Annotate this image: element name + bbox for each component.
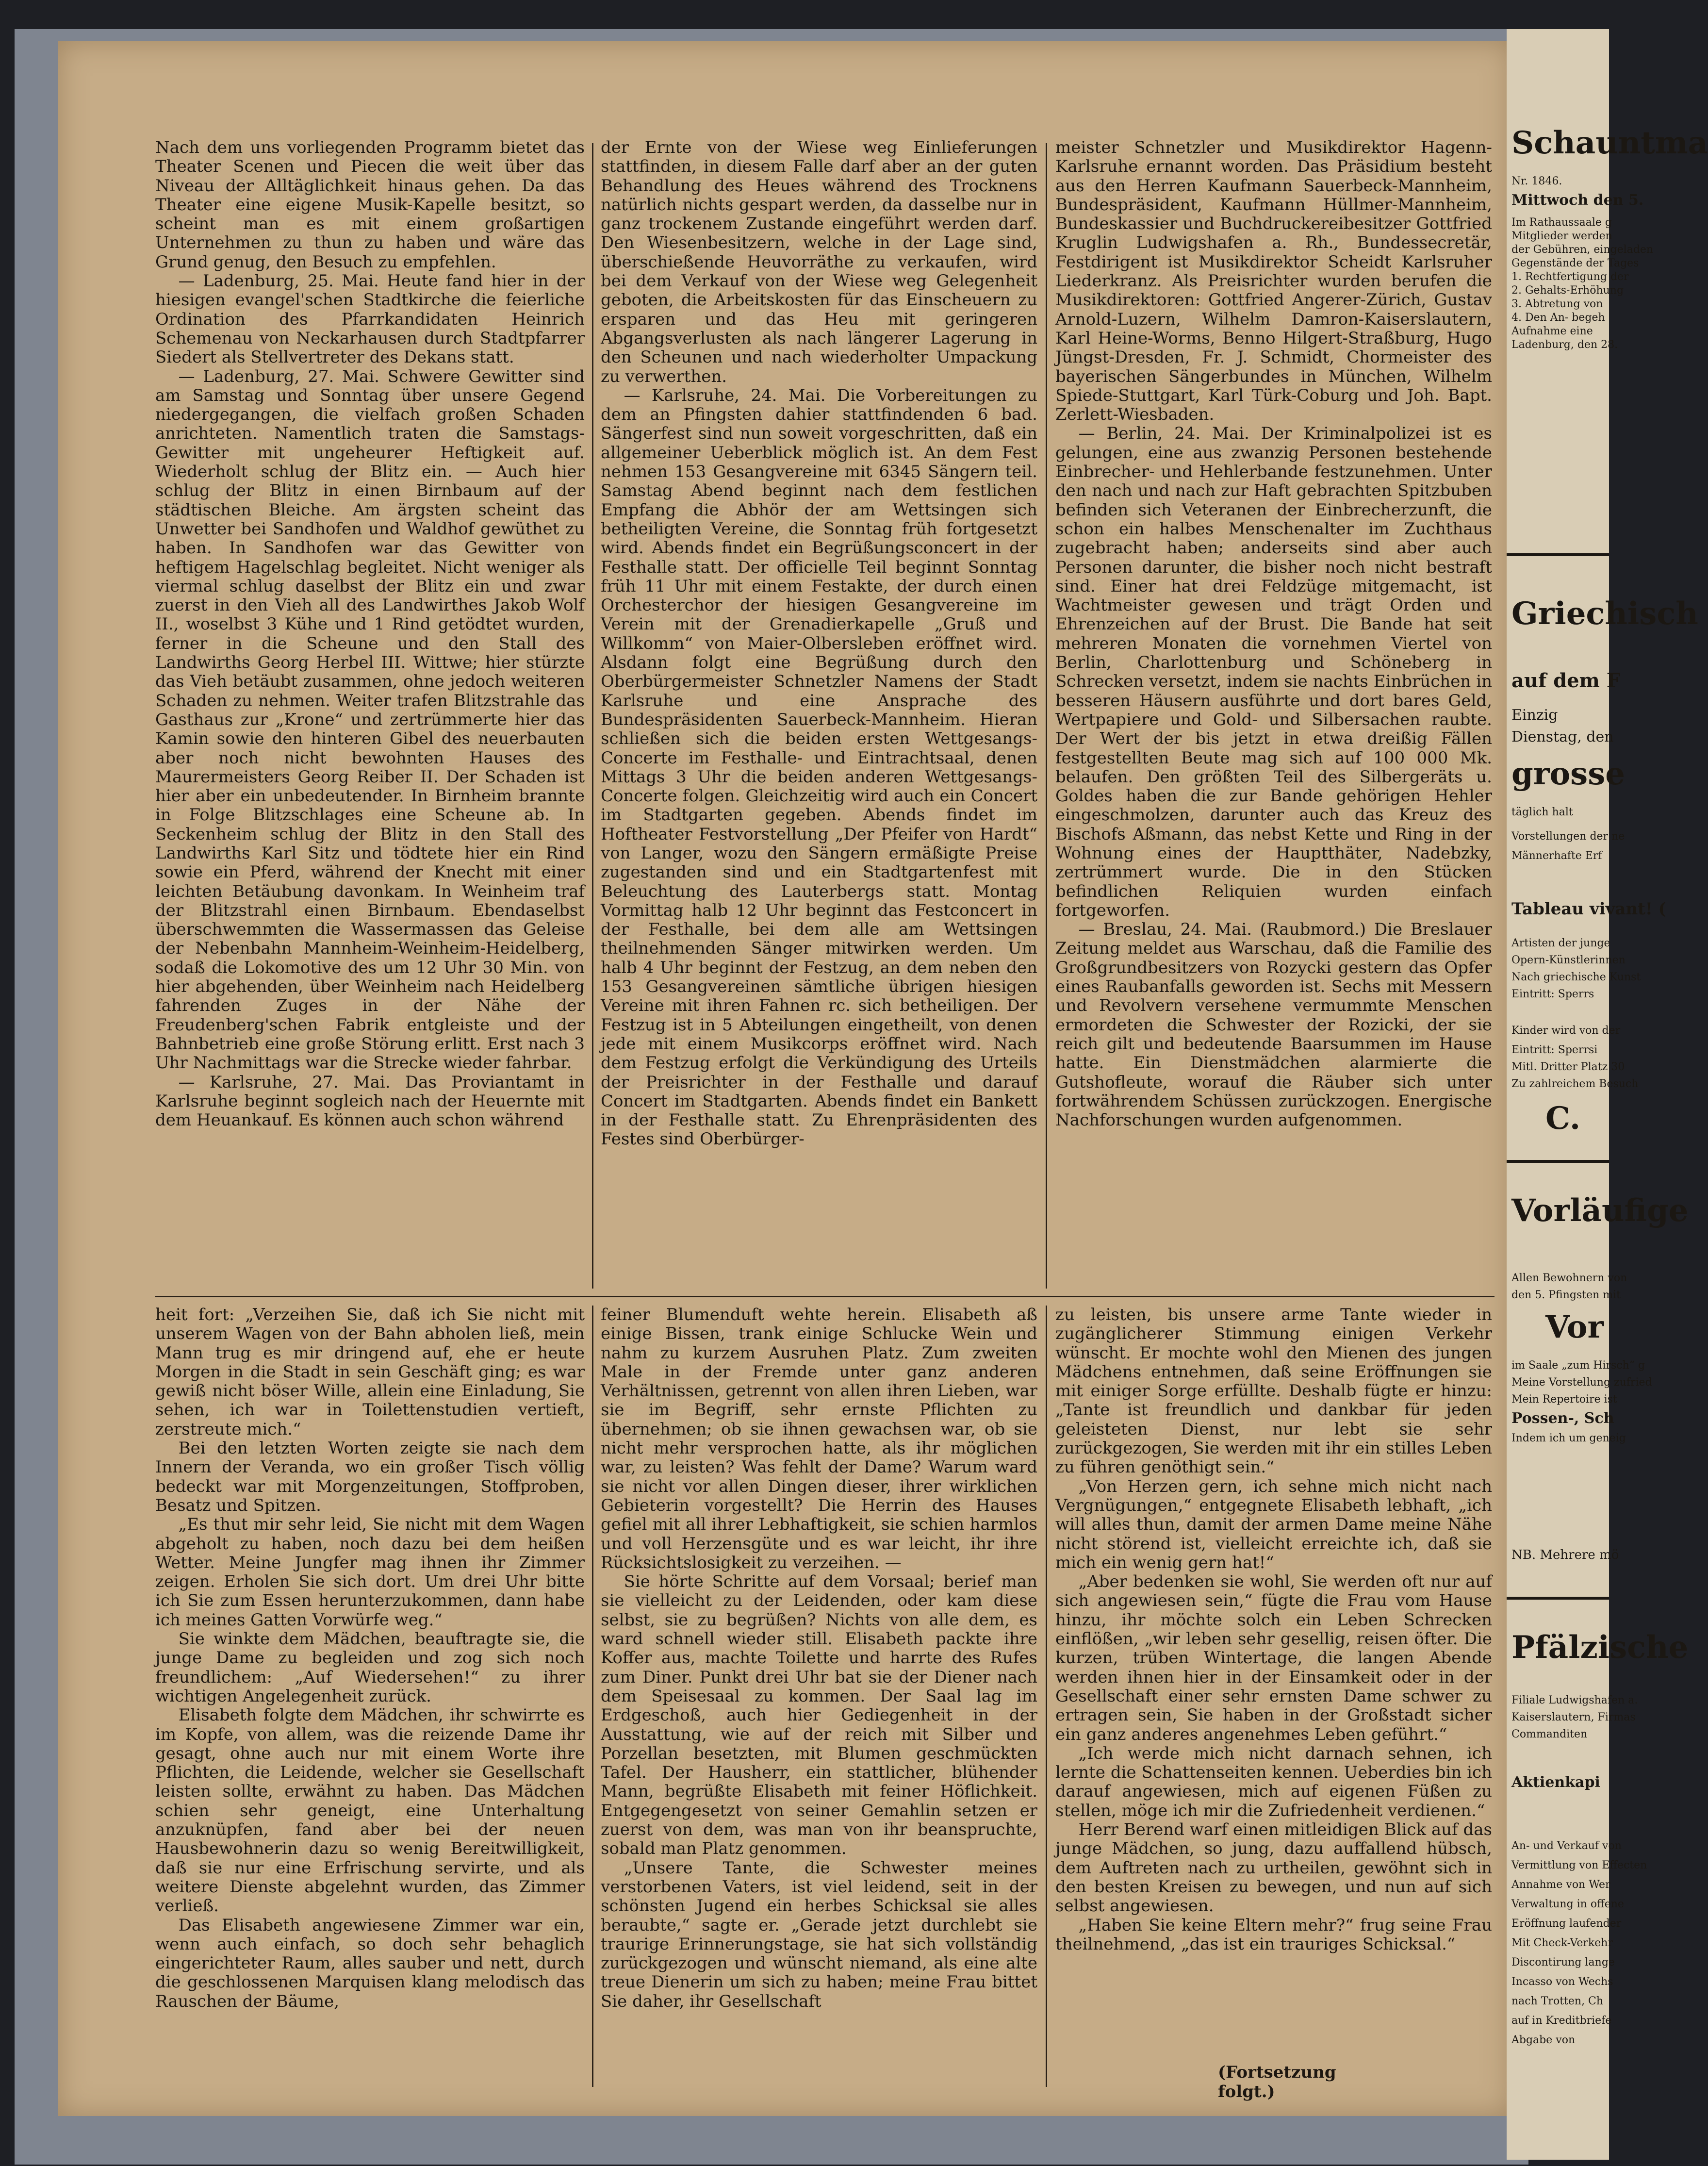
- ad-line: Artisten der junge: [1511, 937, 1610, 949]
- ad-line: Annahme von Wer: [1511, 1879, 1610, 1891]
- paragraph: „Ich werde mich nicht darnach sehnen, ich lernte die Schattenseiten kennen. Ueberdies bin ich darauf angewiesen, mich auf eigenen Füßen zu stellen, möge ich mir die Zufriedenheit verdienen.“: [1055, 1743, 1492, 1820]
- ad-line: täglich halt: [1511, 806, 1573, 818]
- newspaper-page: [58, 41, 1511, 2116]
- top-column-3: [1055, 138, 1492, 1289]
- ad-line: An- und Verkauf von: [1511, 1840, 1622, 1852]
- story-column-2: [601, 1306, 1037, 2092]
- top-column-2: [601, 138, 1037, 1289]
- notice-line: 1. Rechtfertigung der: [1511, 271, 1629, 283]
- paragraph: Elisabeth folgte dem Mädchen, ihr schwirrte es im Kopfe, von allem, was die reizende Dame ihr gesagt, ohne auch nur mit einem Worte ihre Pflichten, die Leidende, welcher sie Gesellschaft leisten sollte, erwähnt zu haben. Das Mädchen schien sehr geneigt, eine Unterhaltung anzuknüpfen, fand aber bei der neuen Hausbewohnerin dazu so wenig Bereitwilligkeit, daß sie nur eine Erfrischung servirte, und als weitere Dienste abgelehnt wurden, das Zimmer verließ.: [155, 1705, 585, 1916]
- ad-line: im Saale „zum Hirsch“ g: [1511, 1359, 1645, 1372]
- ad-rule: [1507, 1597, 1609, 1600]
- ad-line: Allen Bewohnern von: [1511, 1272, 1627, 1284]
- masthead: Schauntma: [1511, 125, 1708, 161]
- ad-rule: [1507, 553, 1609, 556]
- paragraph: — Ladenburg, 27. Mai. Schwere Gewitter sind am Samstag und Sonntag über unsere Gegend niedergegangen, die vielfach großen Schaden anrichteten. Namentlich traten die Samstags-Gewitter mit ungeheurer Heftigkeit auf. Wiederholt schlug der Blitz ein. — Auch hier schlug der Blitz in einen Birnbaum auf der städtischen Bleiche. Am ärgsten scheint das Unwetter bei Sandhofen und Waldhof gewüthet zu haben. In Sandhofen war das Gewitter von heftigem Hagelschlag begleitet. Nicht weniger als viermal schlug daselbst der Blitz ein und zwar zuerst in den Vieh all des Landwirthes Jakob Wolf II., woselbst 3 Kühe und 1 Rind getödtet wurden, ferner in die Scheune und den Stall des Landwirths Georg Herbel III. Wittwe; hier stürzte das Vieh betäubt zusammen, ohne jedoch weiteren Schaden zu nehmen. Weiter trafen Blitzstrahle das Gasthaus zur „Krone“ und zertrümmerte hier das Kamin sowie den hinteren Gibel des neuerbauten aber noch nicht bewohnten Hauses des Maurermeisters Georg Reiber II. Der Schaden ist hier aber ein unbedeutender. In Birnheim brannte in Folge Blitzschlages eine Scheune ab. In Seckenheim schlug der Blitz in den Stall des Landwirths Karl Sitz und tödtete hier ein Rind sowie ein Pferd, während der Knecht mit einer leichten Betäubung davonkam. In Weinheim traf der Blitzstrahl einen Birnbaum. Ebendaselbst überschwemmten die Wassermassen das Geleise der Nebenbahn Mannheim-Weinheim-Heidelberg, sodaß die Lokomotive des um 12 Uhr 30 Min. von hier abgehenden, über Weinheim nach Heidelberg fahrenden Zuges in der Nähe der Freudenberg'schen Fabrik entgleiste und der Bahnbetrieb eine große Störung erlitt. Erst nach 3 Uhr Nachmittags war die Strecke wieder fahrbar.: [155, 366, 585, 1073]
- weekday: Mittwoch den 5.: [1511, 192, 1644, 209]
- notice-line: 4. Den An- begeh: [1511, 312, 1605, 324]
- paragraph: „Unsere Tante, die Schwester meines verstorbenen Vaters, ist viel leidend, seit in der schönsten Jugend ein herbes Schicksal sie alles beraubte,“ sagte er. „Gerade jetzt durchlebt sie traurige Erinnerungstage, sie hat sich vollständig zurückgezogen und wünscht niemand, als eine alte treue Dienerin um sich zu haben; meine Frau bittet Sie daher, ihr Gesellschaft: [601, 1858, 1037, 2011]
- column-rule: [592, 143, 593, 1289]
- ad-headline: grosse: [1511, 756, 1625, 792]
- paragraph: — Breslau, 24. Mai. (Raubmord.) Die Breslauer Zeitung meldet aus Warschau, daß die Familie des Großgrundbesitzers von Rozycki gestern das Opfer eines Raubanfalls geworden ist. Sechs mit Messern und Revolvern versehene vermummte Menschen ermordeten die Schwester der Rozicki, der sie reich gilt und bedeutende Baarsummen im Hause hatte. Ein Dienstmädchen alarmierte die Gutshofleute, worauf die Räuber sich unter fortwährendem Schüssen zurückzogen. Energische Nachforschungen wurden aufgenommen.: [1055, 920, 1492, 1130]
- ad-line: Incasso von Wechs: [1511, 1976, 1613, 1988]
- paragraph: — Karlsruhe, 27. Mai. Das Proviantamt in Karlsruhe beginnt sogleich nach der Heuernte mit dem Heuankauf. Es können auch schon während: [155, 1072, 585, 1130]
- ad-line: Commanditen: [1511, 1728, 1588, 1740]
- ad-line: Abgabe von: [1511, 2034, 1576, 2046]
- paragraph: Nach dem uns vorliegenden Programm bietet das Theater Scenen und Piecen die weit über das Niveau der Alltäglichkeit hinaus gehen. Da das Theater eine eigene Musik-Kapelle besitzt, so scheint man es mit einem großartigen Unternehmen zu thun zu haben und wäre das Grund genug, den Besuch zu empfehlen.: [155, 138, 585, 272]
- ad-line: Männerhafte Erf: [1511, 850, 1602, 862]
- paragraph: „Aber bedenken sie wohl, Sie werden oft nur auf sich angewiesen sein,“ fügte die Frau vom Hause hinzu, ihr möchte solch ein Leben Schrecken einflößen, „wir leben sehr gesellig, reisen öfter. Die kurzen, trüben Wintertage, die langen Abende werden ihnen hier in der Einsamkeit oder in der Gesellschaft einer sehr ernsten Dame schwer zu ertragen sein, Sie haben in der Großstadt sicher ein ganz anderes angenehmes Leben geführt.“: [1055, 1572, 1492, 1744]
- paragraph: „Haben Sie keine Eltern mehr?“ frug seine Frau theilnehmend, „das ist ein trauriges Schicksal.“: [1055, 1915, 1492, 1954]
- paragraph: Bei den letzten Worten zeigte sie nach dem Innern der Veranda, wo ein großer Tisch völlig bedeckt war mit Morgenzeitungen, Stoffproben, Besatz und Spitzen.: [155, 1438, 585, 1515]
- paragraph: Sie winkte dem Mädchen, beauftragte sie, die junge Dame zu begleiden und zog sich noch freundlichem: „Auf Wiedersehen!“ zu ihrer wichtigen Angelegenheit zurück.: [155, 1629, 585, 1706]
- ad-line: Discontirung lange: [1511, 1956, 1615, 1968]
- ad-title: Griechisch: [1511, 595, 1698, 632]
- issue-number: Nr. 1846.: [1511, 175, 1562, 187]
- top-column-1: [155, 138, 585, 1289]
- paragraph: meister Schnetzler und Musikdirektor Hagenn-Karlsruhe ernannt worden. Das Präsidium besteht aus den Herren Kaufmann Sauerbeck-Mannheim, Bundespräsident, Kaufmann Hüllmer-Mannheim, Bundeskassier und Buchdruckereibesitzer Gottfried Kruglin Ludwigshafen a. Rh., Bundessecretär, Festdirigent ist Musikdirektor Scheidt Karlsruher Liederkranz. Als Preisrichter wurden berufen die Musikdirektoren: Gottfried Angerer-Zürich, Gustav Arnold-Luzern, Wilhelm Damron-Kaiserslautern, Karl Heine-Worms, Benno Hilgert-Straßburg, Hugo Jüngst-Dresden, Fr. J. Schmidt, Chormeister des bayerischen Sängerbundes in München, Wilhelm Spiede-Stuttgart, Karl Türk-Coburg und Joh. Bapt. Zerlett-Wiesbaden.: [1055, 138, 1492, 425]
- continuation-note: (Fortsetzung folgt.): [1218, 2063, 1336, 2101]
- ad-title: Pfälzische: [1511, 1629, 1689, 1666]
- paragraph: — Berlin, 24. Mai. Der Kriminalpolizei ist es gelungen, eine aus zwanzig Personen bestehende Einbrecher- und Hehlerbande festzunehmen. Unter den nach und nach zur Haft gebrachten Spitzbuben befinden sich Veteranen der Einbrecherzunft, die schon ein halbes Menschenalter im Zuchthaus zugebracht haben; anderseits sind aber auch Personen darunter, die bisher noch nicht bestraft sind. Einer hat drei Feldzüge mitgemacht, ist Wachtmeister gewesen und trägt Orden und Ehrenzeichen auf der Brust. Die Bande hat seit mehreren Monaten die vornehmen Viertel von Berlin, Charlottenburg und Schöneberg in Schrecken versetzt, indem sie nachts Einbrüchen in besseren Häusern ausführte und dort bares Geld, Wertpapiere und Gold- und Silbersachen raubte. Der Wert der bis jetzt in etwa dreißig Fällen festgestellten Beute mag sich auf 100 000 Mk. belaufen. Den größten Teil des Silbergeräts u. Goldes haben die zur Bande gehörigen Hehler eingeschmolzen, darunter auch das Kreuz des Bischofs Aßmann, das nebst Kette und Ring in der Wohnung eines der Hauptthäter, Nadebzky, zertrümmert wurde. Die in den Stücken befindlichen Reliquien wurden einfach fortgeworfen.: [1055, 424, 1492, 920]
- ad-line: Mit Check-Verkehr: [1511, 1937, 1613, 1949]
- ad-line: Kaiserslautern, Firmas: [1511, 1711, 1636, 1723]
- paragraph: Herr Berend warf einen mitleidigen Blick auf das junge Mädchen, so jung, dazu auffallend hübsch, dem Auftreten nach zu urtheilen, gewöhnt sich in den besten Kreisen zu bewegen, und nun auf sich selbst angewiesen.: [1055, 1820, 1492, 1916]
- paragraph: zu leisten, bis unsere arme Tante wieder in zugänglicherer Stimmung einigen Verkehr wünscht. Er mochte wohl den Mienen des jungen Mädchens entnehmen, daß seine Eröffnungen sie mit einiger Sorge erfüllte. Deshalb fügte er hinzu: „Tante ist freundlich und dankbar für jeden geleisteten Dienst, nur lebt sie sehr zurückgezogen, Sie werden mit ihr ein stilles Leben zu führen genöthigt sein.“: [1055, 1305, 1492, 1477]
- ad-line: auf dem F: [1511, 669, 1621, 692]
- paragraph: „Es thut mir sehr leid, Sie nicht mit dem Wagen abgeholt zu haben, noch dazu bei dem heißen Wetter. Meine Jungfer mag ihnen ihr Zimmer zeigen. Erholen Sie sich dort. Um drei Uhr bitte ich Sie zum Essen herunterzukommen, dann habe ich meines Gatten Vorwürfe weg.“: [155, 1515, 585, 1630]
- ad-line: Vorstellungen der ne: [1511, 830, 1625, 843]
- notice-line: Mitglieder werden: [1511, 230, 1612, 242]
- ad-line: Eintritt: Sperrs: [1511, 988, 1594, 1000]
- ad-title: Vorläufige: [1511, 1192, 1689, 1229]
- paragraph: — Ladenburg, 25. Mai. Heute fand hier in der hiesigen evangel'schen Stadtkirche die feierliche Ordination des Pfarrkandidaten Heinrich Schemenau von Neckarhausen durch Stadtpfarrer Siedert als Stellvertreter des Dekans statt.: [155, 271, 585, 367]
- ad-line: Nach griechische Kunst: [1511, 971, 1641, 983]
- story-column-3: [1055, 1306, 1492, 2048]
- ad-line: auf in Kreditbriefe: [1511, 2015, 1612, 2027]
- section-rule: [155, 1296, 1494, 1297]
- ad-line: Indem ich um geneig: [1511, 1432, 1626, 1444]
- ad-line: nach Trotten, Ch: [1511, 1995, 1604, 2007]
- ad-line: Tableau vivant! (: [1511, 899, 1666, 919]
- ad-line: Zu zahlreichem Besuch: [1511, 1078, 1639, 1090]
- notice-line: Gegenstände der Tages: [1511, 257, 1639, 269]
- ad-line: Filiale Ludwigshafen a.: [1511, 1694, 1638, 1706]
- neighbor-page: [1507, 29, 1708, 2160]
- column-rule: [1046, 143, 1047, 1289]
- ad-headline: Vor: [1545, 1309, 1604, 1345]
- paragraph: Sie hörte Schritte auf dem Vorsaal; berief man sie vielleicht zu der Leidenden, oder kam diese selbst, sie zu begrüßen? Nichts von alle dem, es ward schnell wieder still. Elisabeth packte ihre Koffer aus, machte Toilette und harrte des Rufes zum Diner. Punkt drei Uhr bat sie der Diener nach dem Speisesaal zu kommen. Der Saal lag im Erdgeschoß, auch hier Gediegenheit in der Ausstattung, wie auf der reich mit Silber und Porzellan besetzten, mit Blumen geschmückten Tafel. Der Hausherr, ein stattlicher, blühender Mann, begrüßte Elisabeth mit feiner Höflichkeit. Entgegengesetzt von seiner Gemahlin setzen er zuerst von dem, was man von ihr beanspruchte, sobald man Platz genommen.: [601, 1572, 1037, 1859]
- ad-rule: [1507, 1160, 1609, 1163]
- ad-line: Mein Repertoire ist: [1511, 1393, 1617, 1405]
- paragraph: heit fort: „Verzeihen Sie, daß ich Sie nicht mit unserem Wagen von der Bahn abholen ließ, mein Mann trug es mir dringend auf, ehe er heute Morgen in die Stadt in sein Geschäft ging; es war gewiß nicht böser Wille, allein eine Einladung, Sie sehen, ich war in Toilettenstudien vertieft, zerstreute mich.“: [155, 1305, 585, 1439]
- paragraph: feiner Blumenduft wehte herein. Elisabeth aß einige Bissen, trank einige Schlucke Wein und nahm zu kurzem Ausruhen Platz. Zum zweiten Male in der Fremde unter ganz anderen Verhältnissen, getrennt von allen ihren Lieben, war sie im Begriff, sehr ernste Pflichten zu übernehmen; ob sie ihnen gewachsen war, ob sie nicht mehr versprochen hatte, als ihr möglichen war, zu leisten? Was fehlt der Dame? Warum ward sie nicht vor allen Dingen dieser, ihrer wirklichen Gebieterin vorgestellt? Die Herrin des Hauses gefiel mit all ihrer Lebhaftigkeit, sie schien harmlos und voll Herzensgüte und es war leicht, ihr ihre Rücksichtslosigkeit zu verzeihen. —: [601, 1305, 1037, 1572]
- notice-line: der Gebühren, eingeladen: [1511, 244, 1654, 256]
- column-rule: [1046, 1306, 1047, 2087]
- ad-line: Possen-, Sch: [1511, 1410, 1614, 1427]
- paragraph: Das Elisabeth angewiesene Zimmer war ein, wenn auch einfach, so doch sehr behaglich eingerichteter Raum, alles sauber und nett, durch die geschlossenen Marquisen klang melodisch das Rauschen der Bäume,: [155, 1915, 585, 2011]
- ad-line: Meine Vorstellung zufried: [1511, 1376, 1652, 1389]
- ad-signature: C.: [1545, 1100, 1581, 1137]
- ad-line: Vermittlung von Effecten: [1511, 1859, 1647, 1871]
- story-column-1: [155, 1306, 585, 2092]
- ad-line: Verwaltung in offene: [1511, 1898, 1624, 1910]
- ad-subtitle: Aktienkapi: [1511, 1774, 1600, 1791]
- ad-line: Dienstag, den: [1511, 728, 1614, 745]
- ad-line: Kinder wird von der: [1511, 1025, 1621, 1037]
- ad-line: Einzig: [1511, 707, 1558, 724]
- column-rule: [592, 1306, 593, 2087]
- ad-line: Eröffnung laufender: [1511, 1918, 1622, 1930]
- notice-line: Im Rathaussaale g: [1511, 216, 1612, 229]
- notice-line: Ladenburg, den 28.: [1511, 339, 1618, 351]
- ad-line: den 5. Pfingsten mit: [1511, 1289, 1621, 1301]
- paragraph: der Ernte von der Wiese weg Einlieferungen stattfinden, in diesem Falle darf aber an der guten Behandlung des Heues während des Trocknens natürlich nichts gespart werden, da dasselbe nur in ganz trockenem Zustande eingeführt werden darf. Den Wiesenbesitzern, welche in der Lage sind, überschießende Heuvorräthe zu verkaufen, wird bei dem Verkauf von der Wiese weg Gelegenheit geboten, die Arbeitskosten für das Einscheuern zu ersparen und das Heu mit geringeren Abgangsverlusten als nach längerer Lagerung in den Scheunen und nach wiederholter Umpackung zu verwerthen.: [601, 138, 1037, 386]
- ad-line: Opern-Künstlerinnen: [1511, 954, 1626, 966]
- notice-line: 3. Abtretung von: [1511, 298, 1603, 310]
- notice-line: Aufnahme eine: [1511, 325, 1593, 337]
- ad-footnote: NB. Mehrere mö: [1511, 1548, 1619, 1562]
- notice-line: 2. Gehalts-Erhöhung: [1511, 284, 1624, 297]
- paragraph: „Von Herzen gern, ich sehne mich nicht nach Vergnügungen,“ entgegnete Elisabeth lebhaft, „ich will alles thun, damit der armen Dame meine Nähe nicht störend ist, vielleicht erreichte ich, daß sie mich ein wenig gern hat!“: [1055, 1476, 1492, 1572]
- ad-line: Eintritt: Sperrsi: [1511, 1044, 1598, 1056]
- paragraph: — Karlsruhe, 24. Mai. Die Vorbereitungen zu dem an Pfingsten dahier stattfindenden 6 bad. Sängerfest sind nun soweit vorgeschritten, daß ein allgemeiner Ueberblick möglich ist. An dem Fest nehmen 153 Gesangvereine mit 6345 Sängern teil. Samstag Abend beginnt nach dem festlichen Empfang die Abhör der am Wettsingen sich betheiligten Vereine, die Sonntag früh fortgesetzt wird. Abends findet ein Begrüßungsconcert in der Festhalle statt. Der officielle Teil beginnt Sonntag früh 11 Uhr mit einem Festakte, der durch einen Orchesterchor der hiesigen Gesangvereine im Verein mit der Grenadierkapelle „Gruß und Willkomm“ von Maier-Olbersleben eröffnet wird. Alsdann folgt eine Begrüßung durch den Oberbürgermeister Schnetzler Namens der Stadt Karlsruhe und eine Ansprache des Bundespräsidenten Sauerbeck-Mannheim. Hieran schließen sich die beiden ersten Wettgesangs-Concerte im Festhalle- und Eintrachtsaal, denen Mittags 3 Uhr die beiden anderen Wettgesangs-Concerte folgen. Gleichzeitig wird auch ein Concert im Stadtgarten gegeben. Abends findet im Hoftheater Festvorstellung „Der Pfeifer von Hardt“ von Langer, wozu den Sängern ermäßigte Preise zugestanden sind und ein Stadtgartenfest mit Beleuchtung des Lauterbergs statt. Montag Vormittag halb 12 Uhr beginnt das Festconcert in der Festhalle, bei dem alle am Wettsingen theilnehmenden Sänger mitwirken werden. Um halb 4 Uhr beginnt der Festzug, an dem neben den 153 Gesangvereinen sämtliche übrigen hiesigen Vereine mit ihren Fahnen rc. sich betheiligen. Der Festzug ist in 5 Abteilungen eingetheilt, von denen jede mit einem Musikcorps eröffnet wird. Nach dem Festzug erfolgt die Verkündigung des Urteils der Preisrichter in der Festhalle und darauf Concert im Stadtgarten. Abends findet ein Bankett in der Festhalle statt. Zu Ehrenpräsidenten des Festes sind Oberbürger-: [601, 385, 1037, 1149]
- ad-line: Mitl. Dritter Platz 30: [1511, 1061, 1625, 1073]
